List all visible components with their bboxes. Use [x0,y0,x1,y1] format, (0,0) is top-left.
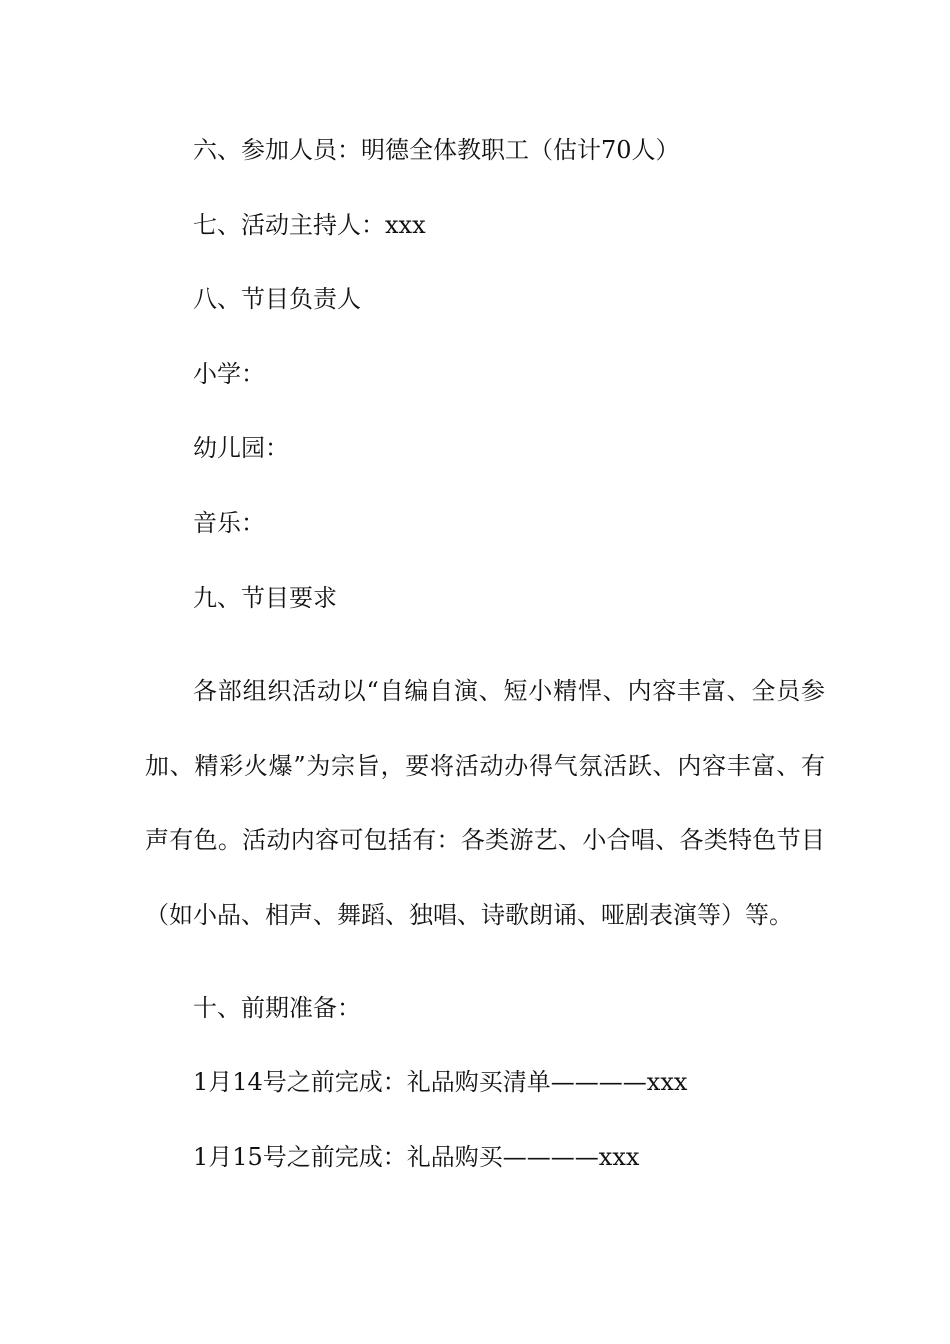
paragraph-requirements-body: 各部组织活动以“自编自演、短小精悍、内容丰富、全员参加、精彩火爆”为宗旨，要将活动办得气氛活跃、内容丰富、有声有色。活动内容可包括有：各类游艺、小合唱、各类特色节目（如小品、相声、舞蹈、独唱、诗歌朗诵、哑剧表演等）等。 [145,677,825,929]
paragraph-prep-item-2: 1月15号之前完成：礼品购买————xxx [193,1143,640,1172]
paragraph-preparation: 十、前期准备： [193,993,361,1022]
paragraph-participants: 六、参加人员：明德全体教职工（估计70人） [193,136,680,164]
paragraph-program-requirements: 九、节目要求 [193,583,337,612]
paragraph-music: 音乐： [193,508,265,537]
paragraph-prep-item-1: 1月14号之前完成：礼品购买清单————xxx [193,1068,688,1097]
paragraph-primary-school: 小学： [193,359,265,388]
paragraph-host: 七、活动主持人：xxx [193,210,426,239]
paragraph-program-leaders: 八、节目负责人 [193,285,361,314]
document-body [145,132,825,1176]
paragraph-kindergarten: 幼儿园： [193,434,289,463]
